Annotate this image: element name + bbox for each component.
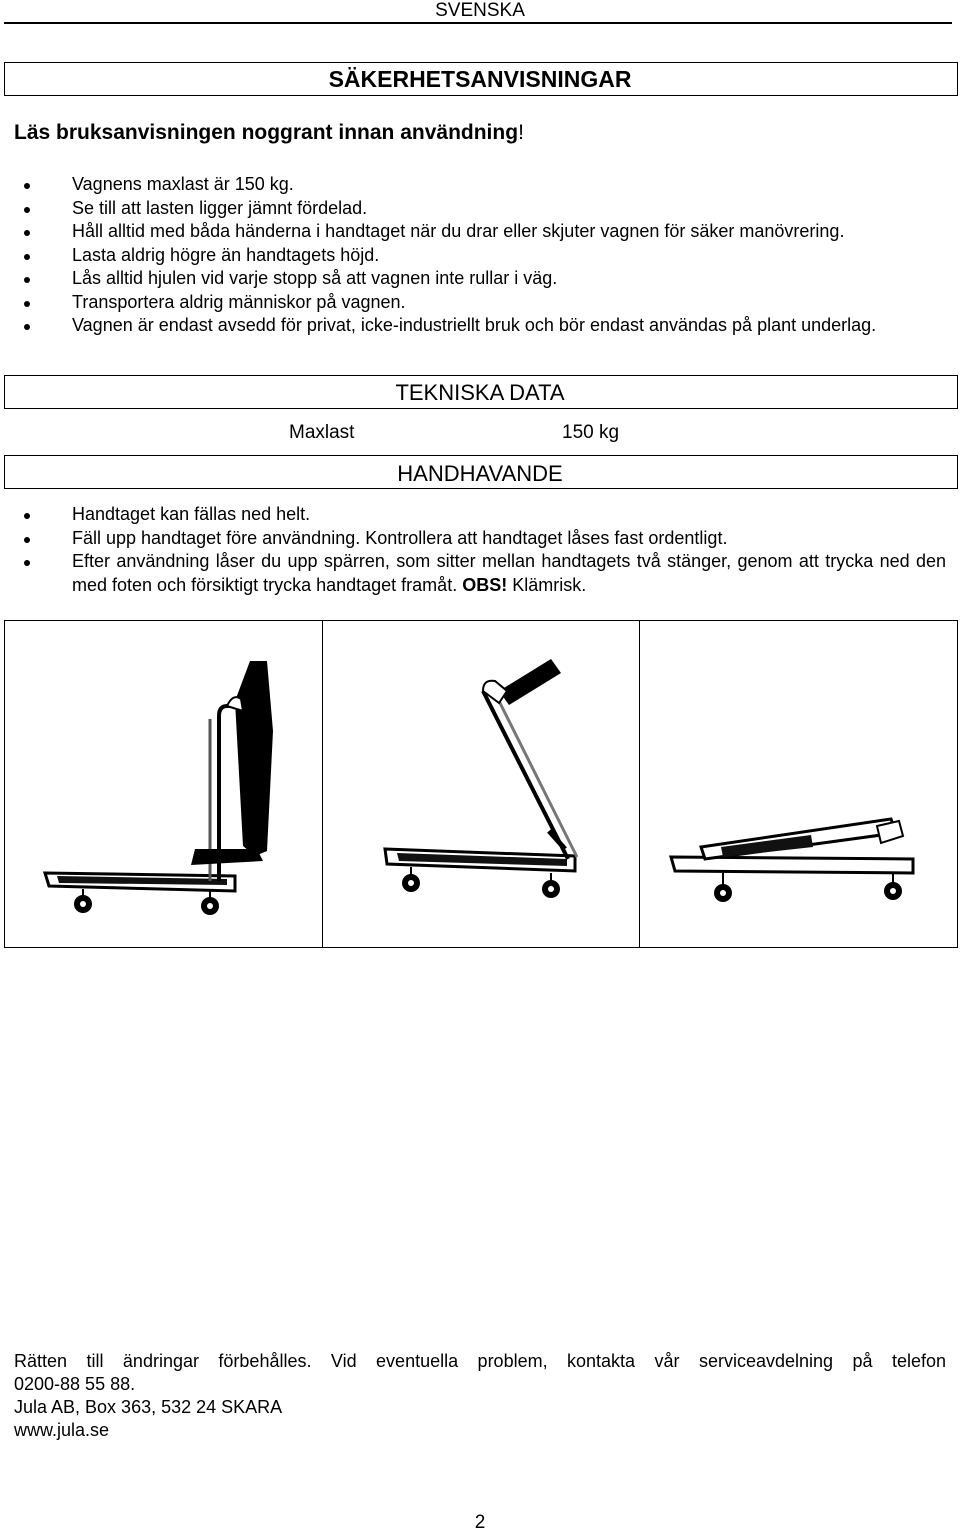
list-item: Lås alltid hjulen vid varje stopp så att vagnen inte rullar i väg. [0,267,946,291]
list-item: Handtaget kan fällas ned helt. [0,503,946,527]
footer-disclaimer: Rätten till ändringar förbehålles. Vid eventuella problem, kontakta vår serviceavdelning på telefon [14,1351,946,1371]
tech-title: TEKNISKA DATA [395,380,565,405]
header-language: SVENSKA [435,0,525,21]
safety-lead [14,120,524,146]
bullet-icon [24,277,30,283]
safety-title: SÄKERHETSANVISNINGAR [328,66,632,92]
obs-warning: OBS! [462,574,508,595]
spec-label: Maxlast [289,422,355,443]
footer-address: Jula AB, Box 363, 532 24 SKARA [14,1397,283,1417]
bullet-icon [24,183,30,189]
trolley-fold-step3-image [641,621,957,947]
handling-title: HANDHAVANDE [397,461,563,486]
trolley-fold-step1-image [5,621,321,947]
list-item: Håll alltid med båda händerna i handtaget när du drar eller skjuter vagnen för säker manövrering. [0,220,946,244]
footer-phone: 0200-88 55 88. [14,1374,136,1394]
bullet-icon [24,560,30,566]
list-item: Vagnen är endast avsedd för privat, icke-industriellt bruk och bör endast användas på plant underlag. [0,314,946,338]
handling-list [0,503,946,597]
trolley-fold-step2-image [323,621,639,947]
safety-list [0,173,946,338]
bullet-icon [24,207,30,213]
list-item: Vagnens maxlast är 150 kg. [0,173,946,197]
bullet-icon [24,324,30,330]
footer-contact [14,1350,946,1442]
spec-value: 150 kg [562,422,620,443]
figure-divider [639,621,640,947]
bullet-icon [24,301,30,307]
bullet-icon [24,254,30,260]
list-item: Fäll upp handtaget före användning. Kontrollera att handtaget låses fast ordentligt. [0,527,946,551]
list-item: Lasta aldrig högre än handtagets höjd. [0,244,946,268]
illustration-frame [4,620,958,948]
safety-lead-exclamation: ! [518,121,524,144]
page-number: 2 [474,1512,486,1533]
list-item: Se till att lasten ligger jämnt fördelad. [0,197,946,221]
safety-lead-text: Läs bruksanvisningen noggrant innan användning [14,121,519,144]
header-divider [4,22,952,24]
bullet-icon [24,513,30,519]
bullet-icon [24,230,30,236]
list-item: Efter användning låser du upp spärren, som sitter mellan handtagets två stänger, genom att trycka ned den med foten och försiktigt trycka handtaget framåt. OBS! Klämrisk. [0,550,946,597]
list-item: Transportera aldrig människor på vagnen. [0,291,946,315]
footer-website-link[interactable]: www.jula.se [14,1420,110,1440]
bullet-icon [24,537,30,543]
